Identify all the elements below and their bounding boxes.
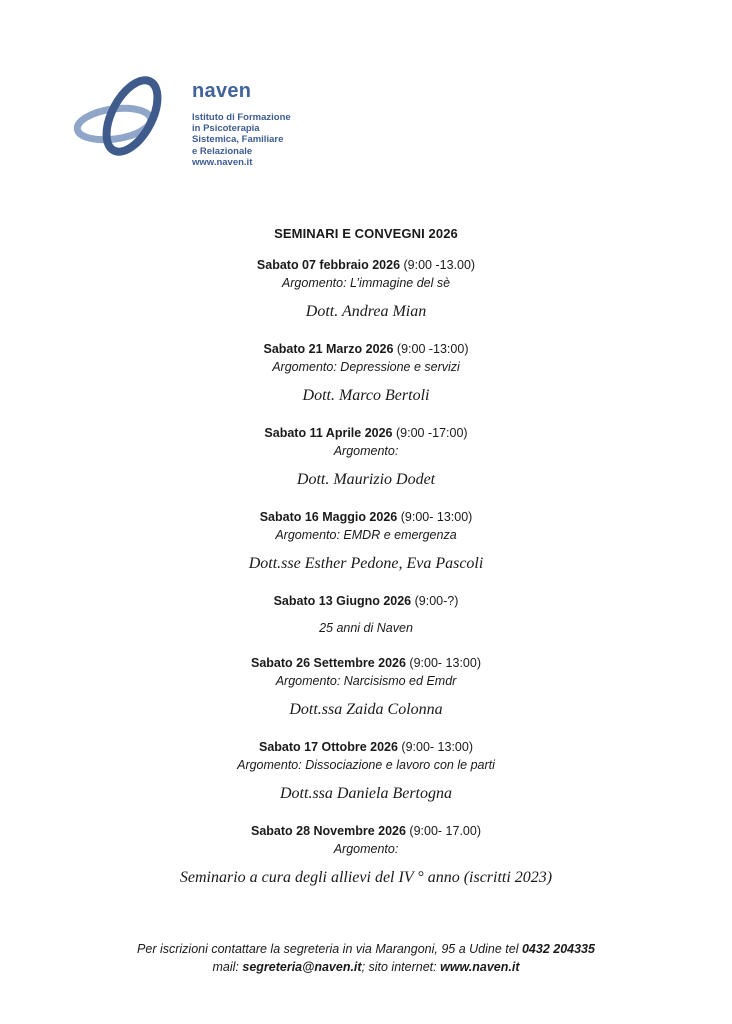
brand-line: Istituto di Formazione (192, 112, 291, 123)
event-date: Sabato 28 Novembre 2026 (250, 824, 406, 838)
event-topic: Argomento: Narcisismo ed Emdr (275, 674, 457, 688)
event-item (0, 654, 732, 721)
event-speaker: Seminario a cura degli allievi del IV ° anno (iscritti 2023) (179, 869, 553, 886)
footer-line-2 (0, 958, 732, 976)
footer-email-link[interactable]: segreteria@naven.it (242, 960, 362, 974)
event-time: (9:00 -13.00) (403, 258, 476, 272)
event-date: Sabato 13 Giugno 2026 (273, 594, 412, 608)
event-topic: Argomento: EMDR e emergenza (275, 528, 457, 542)
event-date: Sabato 11 Aprile 2026 (264, 426, 393, 440)
event-speaker: Dott. Maurizio Dodet (296, 471, 436, 488)
event-date: Sabato 21 Marzo 2026 (263, 342, 394, 356)
event-item (0, 822, 732, 889)
footer-phone[interactable]: 0432 204335 (521, 942, 595, 956)
event-item (0, 592, 732, 637)
event-date: Sabato 26 Settembre 2026 (250, 656, 406, 670)
brand-line: in Psicoterapia (192, 123, 260, 135)
brand-name: naven (192, 80, 252, 102)
footer-site-label: ; sito internet: (361, 960, 437, 974)
brand-tagline (192, 112, 291, 168)
event-time: (9:00-?) (414, 594, 459, 608)
footer-line-1 (0, 940, 732, 958)
event-speaker: Dott.ssa Daniela Bertogna (280, 785, 452, 802)
brand-website[interactable]: www.naven.it (192, 156, 253, 168)
brand-line: e Relazionale (192, 145, 253, 157)
event-time: (9:00 -17:00) (395, 426, 468, 440)
event-date: Sabato 07 febbraio 2026 (256, 258, 401, 272)
event-item (0, 508, 732, 575)
event-item (0, 340, 732, 407)
page-title: SEMINARI E CONVEGNI 2026 (274, 226, 458, 241)
event-topic: Argomento: (333, 842, 399, 856)
event-list (0, 256, 732, 906)
event-topic: Argomento: Dissociazione e lavoro con le parti (237, 758, 495, 772)
event-topic: Argomento: Depressione e servizi (272, 360, 460, 374)
event-speaker: Dott. Andrea Mian (305, 303, 427, 320)
event-topic: Argomento: (333, 444, 399, 458)
event-item (0, 738, 732, 805)
event-time: (9:00- 13:00) (409, 656, 481, 670)
event-topic: Argomento: L’immagine del sè (281, 276, 451, 290)
event-date: Sabato 16 Maggio 2026 (259, 510, 398, 524)
footer-mail-label: mail: (212, 960, 239, 974)
event-speaker: Dott.sse Esther Pedone, Eva Pascoli (248, 555, 484, 572)
logo-ring-dark (96, 76, 168, 160)
event-item (0, 424, 732, 491)
brand-block (192, 80, 291, 168)
event-time: (9:00- 17.00) (409, 824, 481, 838)
event-time: (9:00- 13:00) (400, 510, 473, 524)
event-topic: 25 anni di Naven (319, 621, 413, 635)
naven-logo (74, 76, 174, 160)
footer-website-link[interactable]: www.naven.it (440, 960, 520, 974)
brand-line: Sistemica, Familiare (192, 134, 284, 146)
footer-contact (0, 940, 732, 976)
event-item (0, 256, 732, 323)
event-speaker: Dott.ssa Zaida Colonna (289, 701, 443, 718)
event-date: Sabato 17 Ottobre 2026 (258, 740, 398, 754)
event-time: (9:00 -13:00) (396, 342, 469, 356)
event-speaker: Dott. Marco Bertoli (302, 387, 430, 404)
event-time: (9:00- 13:00) (401, 740, 473, 754)
footer-text: Per iscrizioni contattare la segreteria in via Marangoni, 95 a Udine tel (137, 942, 519, 956)
